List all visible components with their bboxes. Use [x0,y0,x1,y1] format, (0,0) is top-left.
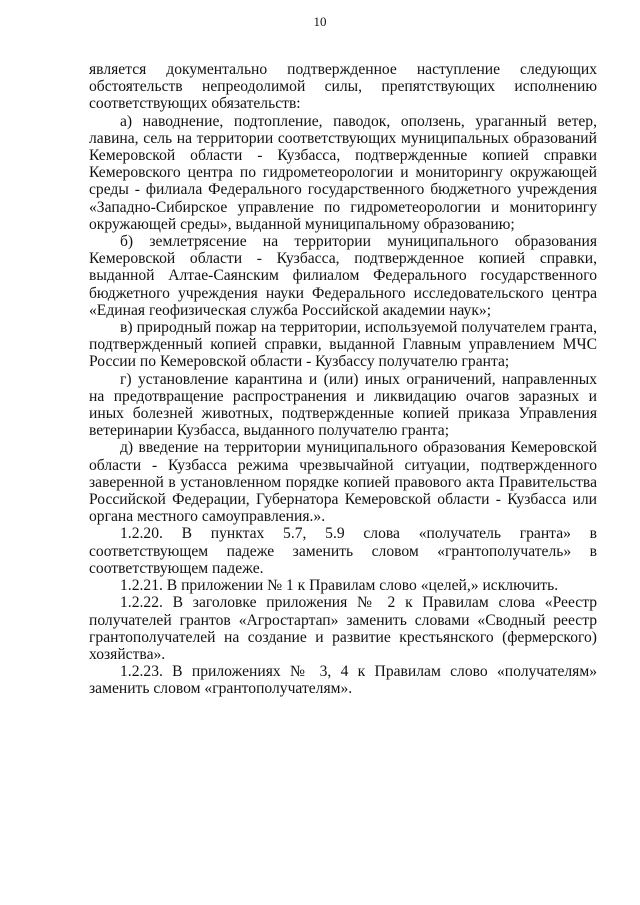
paragraph-1-2-21: 1.2.21. В приложении № 1 к Правилам слово «целей,» исключить. [120,577,559,595]
paragraph-intro-continuation: является документально подтвержденное наступление следующих обстоятельств непреодолимой силы, препятствующих исполнению соответствующих обязательств: [89,61,597,113]
page-number: 10 [313,14,327,29]
paragraph-1-2-20: 1.2.20. В пунктах 5.7, 5.9 слова «получатель гранта» в соответствующем падеже заменить словом «грантополучатель» в соответствующем падеже. [89,525,597,577]
document-body [89,61,597,698]
paragraph-item-d-emergency: д) введение на территории муниципального образования Кемеровской области - Кузбасса режима чрезвычайной ситуации, подтвержденного заверенной в установленном порядке копией правового акта Правительства Российской Федерации, Губернатора Кемеровской области - Кузбасса или органа местного самоуправления.». [89,439,597,526]
paragraph-item-g-quarantine: г) установление карантина и (или) иных ограничений, направленных на предотвращение распространения и ликвидацию очагов заразных и иных болезней животных, подтвержденные копией приказа Управления ветеринарии Кузбасса, выданного получателю гранта; [89,370,597,440]
paragraph-1-2-23: 1.2.23. В приложениях № 3, 4 к Правилам слово «получателям» заменить словом «грантополучателям». [89,663,597,698]
paragraph-1-2-22: 1.2.22. В заголовке приложения № 2 к Правилам слова «Реестр получателей грантов «Агростартап» заменить словами «Сводный реестр грантополучателей на создание и развитие крестьянского (фермерского) хозяйства». [89,594,597,663]
paragraph-item-v-wildfire: в) природный пожар на территории, используемой получателем гранта, подтвержденный копией справки, выданной Главным управлением МЧС России по Кемеровской области - Кузбассу получателю гранта; [89,319,597,371]
paragraph-item-a-flood: а) наводнение, подтопление, паводок, оползень, ураганный ветер, лавина, сель на территории соответствующих муниципальных образований Кемеровской области - Кузбасса, подтвержденные копией справки Кемеровского центра по гидрометеорологии и мониторингу окружающей среды - филиала Федерального государственного бюджетного учреждения «Западно-Сибирское управление по гидрометеорологии и мониторингу окружающей среды», выданной муниципальному образованию; [89,112,597,233]
paragraph-item-b-earthquake: б) землетрясение на территории муниципального образования Кемеровской области - Кузбасса, подтвержденное копией справки, выданной Алтае-Саянским филиалом Федерального государственного бюджетного учреждения науки Федерального исследовательского центра «Единая геофизическая служба Российской академии наук»; [89,233,597,319]
